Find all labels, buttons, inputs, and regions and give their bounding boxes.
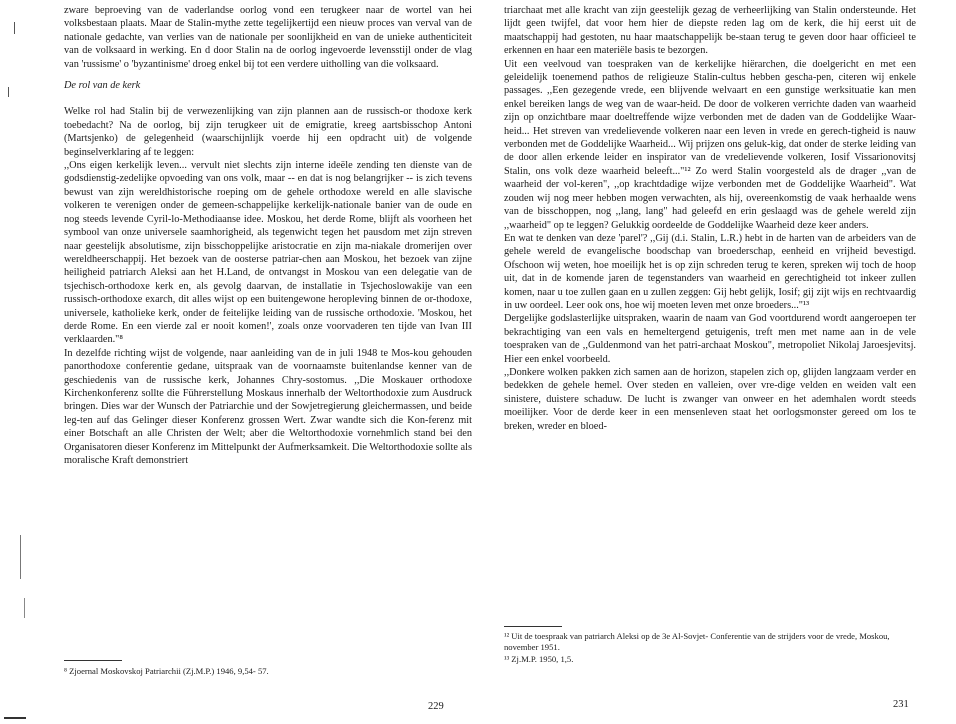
paragraph: In dezelfde richting wijst de volgende, naar aanleiding van de in juli 1948 te Mos-kou gehouden panorthodoxe conferentie gedane, uitspraak van de voornaamste buitenlandse kenner van de geschiedenis van de russische kerk, Johannes Chry-sostomus. ,,Die Moskauer orthodoxe Kirchenkonferenz sollte die Führerstellung Moskaus innerhalb der Weltorthodoxie zum Ausdruck bringen. Dies war der Wunsch der Patriarchie und der Sowjetregierung gleichermassen, und beide leg-ten auf das Gelinger dieser Konferenz grossen Wert. Zwar wandte sich die Kon-ferenz mit einer Botschaft an alle Christen der Welt; aber die Weltorthodoxie vornehmlich stand bei den Organisatoren dieser Konferenz im Mittelpunkt der Aufmerksamkeit. Die Weltorthodoxie sollte als moralische Kraft demonstriert (64, 347, 472, 466)
right-footnotes (504, 631, 916, 665)
quote-paragraph: ,,Donkere wolken pakken zich samen aan de horizon, stapelen zich op, glijden langzaam verder en bedekken de gehele hemel. Over steden en valleien, over vre-dige velden en weiden valt een sinistere, duistere schaduw. De lucht is zwanger van onweer en het ademhalen wordt steeds moeilijker. Voor de derde keer in een mensenleven staat het oorlogsmonster gereed om los te breken, wreder en bloed- (504, 366, 916, 432)
paragraph: En wat te denken van deze 'parel'? ,,Gij (d.i. Stalin, L.R.) hebt in de harten van de arbeiders van de gehele wereld de evangelische boodschap van broederschap, eenheid en vrijheid bevestigd. Ofschoon wij weten, hoe moeilijk het is op zijn schreden terug te keren, spreken wij toch de hoop uit, dat in de komende jaren de tegenstanders van waarheid en gerechtigheid tot inkeer zullen komen, naar u toe zullen gaan en u zullen zeggen: Gij hebt gelijk, Iosif; gij zijt wijs en rechtvaardig in uw oordeel. Leer ook ons, hoe wij moeten leven met onze broeders..."¹³ (504, 232, 916, 311)
paragraph: triarchaat met alle kracht van zijn geestelijk gezag de verheerlijking van Stalin ondersteunde. Het lijdt geen twijfel, dat voor hem hier de diepste reden lag om de kerk, die hij eerst uit de maatschappij had gestoten, nu haar maatschappelijk be-staan terug te geven door haar officieel te erkennen en haar een materiële basis te bezorgen. (504, 5, 916, 57)
paragraph: Welke rol had Stalin bij de verwezenlijking van zijn plannen aan de russisch-or thodoxe kerk toebedacht? Na de oorlog, bij zijn terugkeer uit de emigratie, kreeg aartsbisschop Antoni (Martsjenko) de gelegenheid (waarschijnlijk voerde hij een opdracht uit) de volgende beginselverklaring af te leggen: (64, 106, 472, 158)
margin-mark (14, 22, 15, 34)
page-number: 231 (893, 699, 909, 710)
paragraph: Dergelijke godslasterlijke uitspraken, waarin de naam van God voortdurend wordt aangeroepen ter bekrachtiging van een vals en hemeltergend getuigenis, treft men met name aan in de vele toespraken van de ,,Guldenmond van het patri-archaat Moskou", metropoliet Nikolaj Jaroesjevitsj. Hier een enkel voorbeeld. (504, 313, 916, 365)
right-body-text (504, 4, 916, 433)
footnote: ⁸ Zjoernal Moskovskoj Patriarchii (Zj.M.P.) 1946, 9,54- 57. (64, 666, 269, 676)
crop-mark (4, 717, 26, 719)
page-number: 229 (428, 701, 444, 712)
left-footnotes (64, 666, 472, 677)
left-body-text (64, 4, 472, 467)
margin-mark (8, 87, 9, 97)
footnote: ¹² Uit de toespraak van patriarch Aleksi op de 3e Al-Sovjet- Conferentie van de strijders voor de vrede, Moskou, november 1951. (504, 631, 890, 653)
quote-paragraph: ,,Ons eigen kerkelijk leven... vervult niet slechts zijn interne ideële zending ten dienste van de godsdienstig-zedelijke opvoeding van ons volk, maar -- en dat is nog belangrijker -- is zich tevens bewust van zijn wereldhistorische roeping om de gehele orthodoxe wereld en alle slavische volkeren te verenigen onder de gemeen-schappelijke kerkelijk-nationale banier van de oude en nog steeds levende Cyril-lo-Methodiaanse idee. Moskou, het derde Rome, blijft als voorheen het symbool van onze universele saamhorigheid, als tegenwicht tegen het pausdom met zijn streven naar geestelijk absolutisme, zijn bisschoppelijke aristocratie en zijn ma-niakale dromerijen over wereldheerschappij. Het bezoek van de oosterse patriar-chen aan Moskou, het bezoek van zijne heiligheid patriarch Aleksi aan het H.Land, de ontvangst in Moskou van een delegatie van de tsjechisch-orthodoxe kerk en, als gevolg daarvan, de installatie in Tsjechoslowakije van een russisch-orthodoxe exarch, dit alles wijst op een buitengewone heropleving binnen de or-thodoxe, universele, katholieke kerk, onder de feitelijke leiding van de russische orthodoxie. 'Moskou, het derde Rome. En een vierde zal er nooit komen!', zoals onze voorvaderen ten tijde van Ivan III verklaarden."⁸ (64, 160, 472, 346)
margin-mark (24, 598, 25, 618)
paragraph: Uit een veelvoud van toespraken van de kerkelijke hiërarchen, die doelgericht en met een geleidelijk toenemend pathos de religieuze Stalin-cultus hebben gescha-pen, citeren wij enkele passages. ,,Een gezegende vrede, een blijvende welvaart en een gunstige werksituatie kan men enkel bereiken langs de weg van de waar-heid. De door de volkeren verrichte daden van waarheid zijn op onzichtbare maar doeltreffende wijze verbonden met de daden van de Goddelijke Waar-heid... Het streven van vredelievende volkeren naar een leven in vrede en gerech-tigheid is nauw verbonden met de Goddelijke Waarheid... Wij prijzen ons geluk-kig, dat onder de sterke leiding van de door allen erkende leider en inspirator van de vredelievende volkeren, Iosif Vissarionovitsj Stalin, ons volk deze waarheid beleeft..."¹² Zo werd Stalin voorgesteld als de drager ,,van de waarheid der vol-keren", ,,op krachtdadige wijze verbonden met de Goddelijke Waarheid". Wat zouden wij nog meer hebben mogen verwachten, als hij, overeenkomstig de vaak herhaalde wens van de bisschoppen, nog ,,lang, lang" had geleefd en erin geslaagd was de gehele wereld zijn ,,waarheid" op te leggen? Gelukkig oordeelde de Goddelijke Waarheid deze keer anders. (504, 58, 916, 231)
footnote: ¹³ Zj.M.P. 1950, 1,5. (504, 653, 574, 664)
paragraph: zware beproeving van de vaderlandse oorlog vond een terugkeer naar de wortel van hei volksbestaan plaats. Maar de Stalin-mythe zette tegelijkertijd een nieuw proces van verval van de nationale gedachte, van verlies van de nationale per soonlijkheid en van de unieke authenticiteit van de volksaard in werking. En d door Stalin na de oorlog ingevoerde levensstijl onder de vlag van 'russisme' o 'byzantinisme' droeg enkel bij tot een verdere uitholling van die volksaard. (64, 5, 472, 70)
footnote-rule (504, 626, 562, 627)
footnote-rule (64, 660, 122, 661)
margin-mark (20, 535, 21, 579)
section-heading: De rol van de kerk (64, 80, 141, 92)
right-page (478, 0, 956, 724)
